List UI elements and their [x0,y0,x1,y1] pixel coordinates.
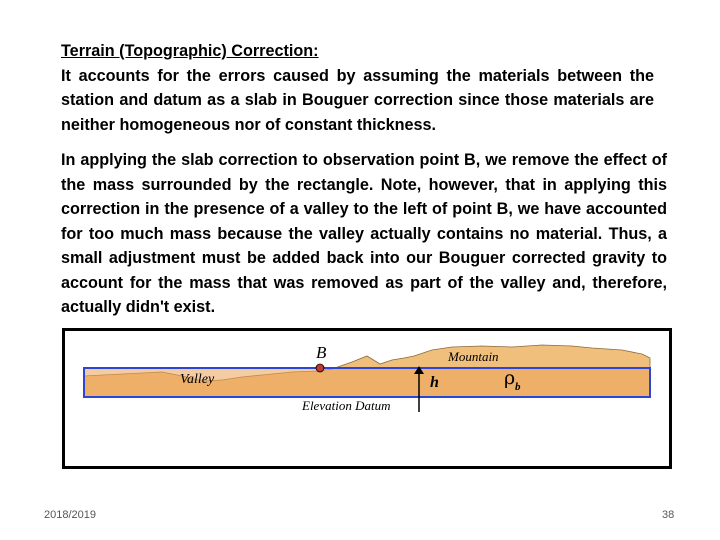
page-number: 38 [662,509,675,521]
label-mountain: Mountain [448,349,499,364]
label-density-subscript: b [515,381,521,393]
terrain-correction-figure [62,328,672,469]
station-point-b [316,364,324,372]
paragraph-definition [61,39,654,137]
definition-text: It accounts for the errors caused by assuming the materials between the station and datum as a slab in Bouguer correction since those materials are neither homogeneous nor of constant thickness. [61,66,654,134]
label-density: ρ [504,367,516,389]
label-point-b: B [316,343,327,362]
slide-heading: Terrain (Topographic) Correction: [61,42,319,60]
label-elevation-datum: Elevation Datum [302,398,391,413]
paragraph-explanation: In applying the slab correction to observation point B, we remove the effect of the mass surrounded by the rectangle. Note, however, that in applying this correction in the presence of a valley to the left of point B, we have accounted for too much mass because the valley actually contains no material. Thus, a small adjustment must be added back into our Bouguer corrected gravity to account for the mass that was removed as part of the valley and, therefore, actually didn't exist. [61,151,667,316]
label-height: h [430,374,439,391]
bouguer-slab [84,368,650,397]
footer-date: 2018/2019 [44,509,96,521]
label-valley: Valley [180,372,215,387]
